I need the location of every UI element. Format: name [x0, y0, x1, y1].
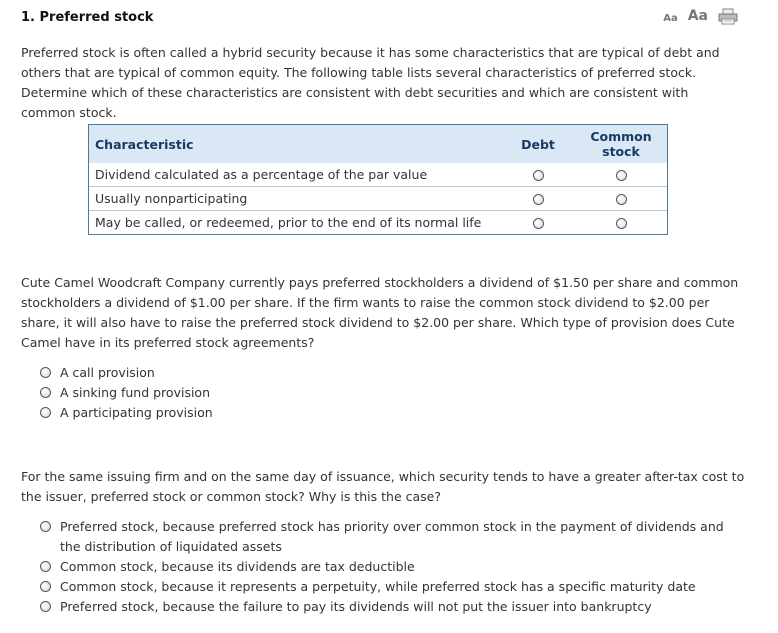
radio-button[interactable]: [40, 407, 51, 418]
column-header-common-stock: Common stock: [575, 125, 667, 163]
radio-button[interactable]: [40, 561, 51, 572]
debt-radio[interactable]: [533, 194, 544, 205]
radio-button[interactable]: [40, 581, 51, 592]
radio-button[interactable]: [40, 601, 51, 612]
answer-option[interactable]: [40, 403, 213, 423]
option-label: A participating provision: [60, 405, 213, 420]
common-stock-radio[interactable]: [616, 218, 627, 229]
question-3-text: For the same issuing firm and on the same day of issuance, which security tends to have a greater after-tax cost to the issuer, preferred stock or common stock? Why is this the case?: [21, 469, 745, 504]
debt-radio[interactable]: [533, 218, 544, 229]
common-stock-radio[interactable]: [616, 170, 627, 181]
characteristic-cell: Dividend calculated as a percentage of the par value: [89, 163, 501, 187]
debt-radio[interactable]: [533, 170, 544, 181]
common-stock-radio[interactable]: [616, 194, 627, 205]
option-label: A sinking fund provision: [60, 385, 210, 400]
question-3-options: [40, 517, 740, 617]
table-row: [89, 163, 667, 187]
option-label: Common stock, because its dividends are tax deductible: [60, 559, 415, 574]
column-header-characteristic: Characteristic: [89, 125, 501, 163]
question-title: 1. Preferred stock: [21, 10, 154, 25]
intro-paragraph: Preferred stock is often called a hybrid security because it has some characteristics that are typical of debt and others that are typical of common equity. The following table lists several characteristics of preferred stock. Determine which of these characteristics are consistent with debt securities and which are consistent with common stock.: [21, 45, 720, 120]
radio-button[interactable]: [40, 521, 51, 532]
characteristics-table: [88, 124, 668, 235]
toolbar: [663, 8, 738, 24]
font-size-large-button[interactable]: Aa: [687, 8, 708, 24]
table-row: [89, 211, 667, 235]
option-label: Preferred stock, because preferred stock has priority over common stock in the payment of dividends and the distribution of liquidated assets: [60, 519, 724, 554]
characteristic-cell: Usually nonparticipating: [89, 187, 501, 211]
font-size-small-button[interactable]: Aa: [663, 13, 678, 24]
column-header-debt: Debt: [501, 125, 575, 163]
radio-button[interactable]: [40, 367, 51, 378]
characteristic-cell: May be called, or redeemed, prior to the end of its normal life: [95, 215, 482, 230]
answer-option[interactable]: [40, 557, 740, 577]
radio-button[interactable]: [40, 387, 51, 398]
answer-option[interactable]: [40, 517, 740, 557]
option-label: A call provision: [60, 365, 155, 380]
option-label: Preferred stock, because the failure to pay its dividends will not put the issuer into bankruptcy: [60, 599, 652, 614]
option-label: Common stock, because it represents a perpetuity, while preferred stock has a specific maturity date: [60, 579, 696, 594]
printer-icon[interactable]: [718, 8, 738, 24]
answer-option[interactable]: [40, 363, 213, 383]
answer-option[interactable]: [40, 577, 740, 597]
question-2-text: Cute Camel Woodcraft Company currently pays preferred stockholders a dividend of $1.50 per share and common stockholders a dividend of $1.00 per share. If the firm wants to raise the common stock dividend to $2.00 per share, it will also have to raise the preferred stock dividend to $2.00 per share. Which type of provision does Cute Camel have in its preferred stock agreements?: [21, 275, 739, 350]
answer-option[interactable]: [40, 597, 740, 617]
answer-option[interactable]: [40, 383, 213, 403]
question-2-options: [40, 363, 213, 423]
table-row: [89, 187, 667, 211]
